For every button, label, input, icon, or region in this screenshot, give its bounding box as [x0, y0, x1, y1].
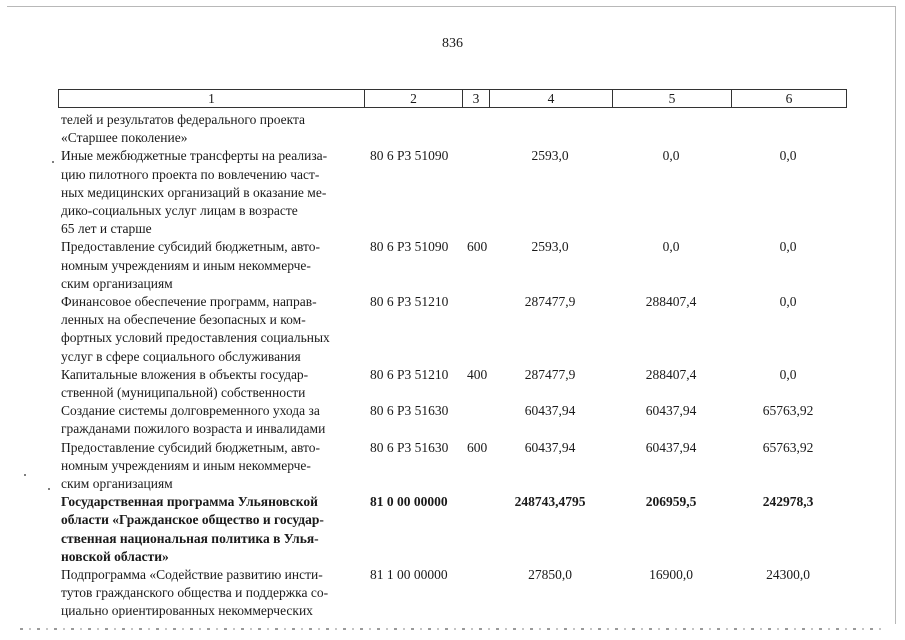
- page-number: 836: [442, 36, 463, 51]
- scan-speck: [52, 161, 54, 163]
- row-expense-type: 600: [467, 239, 488, 255]
- row-name: [61, 493, 358, 566]
- row-code: 80 6 Р3 51090: [370, 148, 449, 164]
- row-value-2: 206959,5: [645, 494, 697, 510]
- row-name: [61, 238, 358, 293]
- row-value-2: 288407,4: [645, 294, 697, 309]
- row-name-line: новской области»: [61, 548, 169, 564]
- row-name: [61, 566, 358, 621]
- row-name-line: Финансовое обеспечение программ, направ-: [61, 294, 317, 309]
- scan-speck: [48, 488, 50, 490]
- row-name-line: области «Гражданское общество и государ-: [61, 512, 324, 528]
- row-name-line: ским организациям: [61, 476, 173, 491]
- row-name-line: циально ориентированных некоммерческих: [61, 603, 313, 619]
- row-value-2: 288407,4: [645, 366, 697, 382]
- row-value-3: 24300,0: [766, 567, 810, 582]
- row-name-line: телей и результатов федерального проекта: [61, 112, 306, 127]
- row-name-line: Государственная программа Ульяновской: [61, 494, 318, 510]
- row-name: [61, 439, 358, 494]
- row-code: 80 6 Р3 51630: [370, 403, 449, 419]
- row-value-2: 60437,94: [645, 439, 697, 455]
- row-name-line: фортных условий предоставления социальных: [61, 330, 330, 346]
- row-name-line: ским организациям: [61, 275, 173, 291]
- row-name-line: дико-социальных услуг лицам в возрасте: [61, 203, 298, 218]
- row-name-line: ственная национальная политика в Улья-: [61, 530, 319, 546]
- row-value-2: 60437,94: [645, 403, 697, 419]
- row-name-line: «Старшее поколение»: [61, 130, 188, 146]
- row-value-1: 248743,4795: [514, 494, 586, 510]
- row-value-1: 2593,0: [531, 239, 569, 255]
- row-value-3: 65763,92: [762, 403, 814, 419]
- row-value-1: 27850,0: [528, 567, 572, 582]
- row-value-2: 0,0: [662, 239, 680, 255]
- row-name: [61, 111, 358, 147]
- row-value-1: 60437,94: [524, 403, 576, 419]
- row-name-line: цию пилотного проекта по вовлечению част-: [61, 166, 320, 182]
- row-code: 81 0 00 00000: [370, 494, 448, 510]
- column-header-1: 1: [59, 90, 365, 108]
- row-name: [61, 402, 358, 438]
- scan-speck: [24, 474, 26, 476]
- row-value-2: 16900,0: [649, 567, 693, 582]
- row-name-line: услуг в сфере социального обслуживания: [61, 348, 301, 364]
- row-name-line: Создание системы долговременного ухода за: [61, 403, 320, 419]
- column-header-3: 3: [463, 90, 490, 108]
- row-name-line: гражданами пожилого возраста и инвалидами: [61, 421, 326, 437]
- row-name-line: Подпрограмма «Содействие развитию инсти-: [61, 567, 323, 582]
- row-value-3: 0,0: [779, 366, 797, 382]
- column-header-4: 4: [490, 90, 613, 108]
- row-name-line: Предоставление субсидий бюджетным, авто-: [61, 439, 320, 455]
- row-value-1: 287477,9: [524, 366, 576, 382]
- row-name: [61, 293, 358, 366]
- row-expense-type: 400: [467, 366, 488, 382]
- row-value-3: 0,0: [779, 239, 797, 255]
- column-header-5: 5: [613, 90, 732, 108]
- row-code: 80 6 Р3 51090: [370, 239, 449, 255]
- row-code: 80 6 Р3 51210: [370, 366, 449, 382]
- column-header-row: [59, 90, 847, 108]
- row-expense-type: 600: [467, 439, 488, 455]
- row-name-line: Капитальные вложения в объекты государ-: [61, 366, 309, 382]
- column-header-6: 6: [732, 90, 847, 108]
- row-code: 80 6 Р3 51210: [370, 294, 449, 309]
- row-code: 80 6 Р3 51630: [370, 439, 449, 455]
- row-code: 81 1 00 00000: [370, 567, 448, 582]
- row-value-1: 287477,9: [524, 294, 576, 309]
- scan-bottom-edge: [20, 628, 885, 630]
- row-value-3: 65763,92: [762, 439, 814, 455]
- row-name-line: тутов гражданского общества и поддержка со-: [61, 585, 329, 601]
- row-value-3: 0,0: [779, 148, 797, 164]
- row-name-line: Иные межбюджетные трансферты на реализа-: [61, 148, 328, 164]
- column-header-table: [58, 89, 847, 108]
- row-name-line: ных медицинских организаций в оказание ме-: [61, 184, 327, 200]
- row-value-1: 2593,0: [531, 148, 569, 164]
- row-name-line: номным учреждениям и иным некоммерче-: [61, 457, 311, 473]
- row-name-line: номным учреждениям и иным некоммерче-: [61, 257, 311, 273]
- row-value-3: 0,0: [779, 294, 797, 309]
- row-name: [61, 147, 358, 238]
- row-name-line: Предоставление субсидий бюджетным, авто-: [61, 239, 320, 255]
- row-value-1: 60437,94: [524, 439, 576, 455]
- row-value-3: 242978,3: [762, 494, 814, 510]
- row-value-2: 0,0: [662, 148, 680, 164]
- row-name: [61, 366, 358, 402]
- row-name-line: 65 лет и старше: [61, 221, 152, 237]
- row-name-line: ленных на обеспечение безопасных и ком-: [61, 312, 306, 328]
- row-name-line: ственной (муниципальной) собственности: [61, 385, 306, 400]
- column-header-2: 2: [365, 90, 463, 108]
